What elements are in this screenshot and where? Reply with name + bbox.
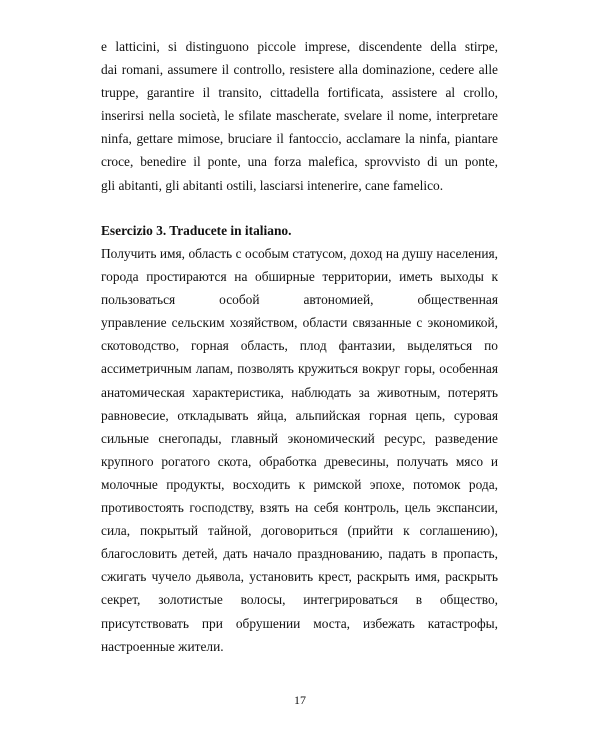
text-line: ассиметричным лапам, позволять кружиться вокруг горы, особенная [101,361,498,377]
text-line: города простираются на обширные территории, иметь выходы к [101,269,498,285]
text-line: управление сельским хозяйством, области связанные с экономикой, [101,315,498,331]
text-line: крупного рогатого скота, обработка древесины, получать мясо и [101,453,498,469]
text-line: сжигать чучело дьявола, установить крест, раскрыть имя, раскрыть [101,569,498,585]
text-line: inserirsi nella società, le sfilate mascherate, svelare il nome, interpretare [101,108,498,124]
text-line: молочные продукты, восходить к римской эпохе, потомок рода, [101,476,498,492]
page-number: 17 [294,693,306,707]
text-line: gli abitanti, gli abitanti ostili, lasciarsi intenerire, cane famelico. [101,177,444,193]
text-line: ninfa, gettare mimose, bruciare il fantoccio, acclamare la ninfa, piantare [101,131,498,147]
text-line: анатомическая характеристика, наблюдать за животным, потерять [101,384,498,400]
exercise-heading: Esercizio 3. Traducete in italiano. [101,223,292,238]
text-line: e latticini, si distinguono piccole imprese, discendente della stirpe, [101,39,498,54]
text-line: пользоваться особой автономией, общественная [101,292,498,308]
text-line: truppe, garantire il transito, cittadella fortificata, assistere al crollo, [101,85,498,101]
text-line: настроенные жители. [101,638,224,654]
text-line: скотоводство, горная область, плод фантазии, выделяться по [101,338,498,354]
text-line: сильные снегопады, главный экономический ресурс, разведение [101,430,498,446]
text-line: благословить детей, дать начало празднованию, падать в пропасть, [101,546,498,562]
text-line: dai romani, assumere il controllo, resistere alla dominazione, cedere alle [101,62,498,78]
text-line: присутствовать при обрушении моста, избежать катастрофы, [101,615,498,631]
italian-vocabulary-paragraph [101,35,498,197]
text-line: Получить имя, область с особым статусом, доход на душу населения, [101,246,498,261]
russian-vocabulary-paragraph [101,242,498,658]
text-line: croce, benedire il ponte, una forza malefica, sprovvisto di un ponte, [101,154,498,170]
text-line: равновесие, откладывать яйца, альпийская горная цепь, суровая [101,407,498,423]
text-line: сила, покрытый тайной, договориться (прийти к соглашению), [101,523,498,539]
text-line: противостоять господству, взять на себя контроль, цель экспансии, [101,500,498,516]
text-line: секрет, золотистые волосы, интегрироваться в общество, [101,592,498,608]
